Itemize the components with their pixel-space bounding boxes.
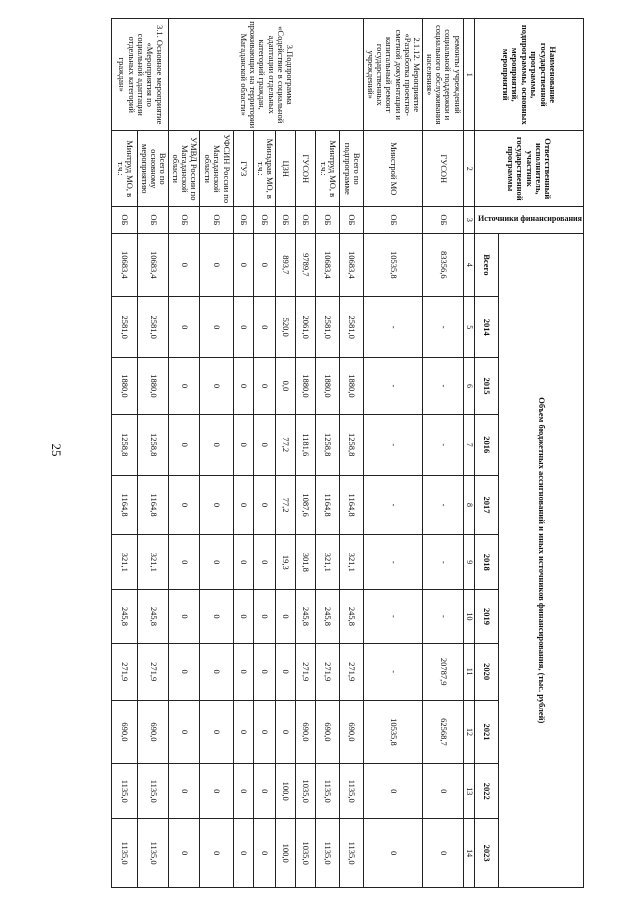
row-source: ОБ [276, 207, 296, 234]
value-cell: 0 [169, 233, 200, 296]
row-source: ОБ [169, 207, 200, 234]
value-cell: 2061,0 [296, 297, 316, 358]
value-cell: 690,0 [138, 700, 169, 763]
budget-table [111, 18, 584, 888]
value-cell: 0 [364, 764, 423, 819]
value-cell: 0 [254, 700, 276, 763]
header-total: Всего [474, 233, 498, 296]
index-cell: 5 [463, 297, 474, 358]
value-cell: 1880,0 [112, 358, 138, 414]
value-cell: 1135,0 [316, 764, 340, 819]
value-cell: 2581,0 [316, 297, 340, 358]
value-cell: 10683,4 [340, 233, 364, 296]
table-row [200, 19, 234, 888]
row-executor: ГУСОН [423, 131, 463, 207]
value-cell: 321,1 [340, 535, 364, 590]
value-cell: 100,0 [276, 764, 296, 819]
value-cell: 1164,8 [112, 475, 138, 534]
row-executor: Всего по основному мероприятию [138, 131, 169, 207]
value-cell: 0 [200, 414, 234, 475]
value-cell: 1135,0 [340, 819, 364, 888]
value-cell: - [364, 414, 423, 475]
header-year: 2018 [474, 535, 498, 590]
index-cell: 2 [463, 131, 474, 207]
value-cell: 0 [169, 414, 200, 475]
value-cell: 0 [234, 819, 254, 888]
value-cell: 245,8 [112, 590, 138, 643]
value-cell: 1135,0 [112, 764, 138, 819]
value-cell: 0 [234, 535, 254, 590]
row-executor: Минстрой МО [364, 131, 423, 207]
index-cell: 14 [463, 819, 474, 888]
value-cell: 1258,8 [112, 414, 138, 475]
value-cell: 0 [200, 764, 234, 819]
value-cell: 0 [234, 643, 254, 700]
value-cell: 62568,7 [423, 700, 463, 763]
value-cell: 0 [200, 233, 234, 296]
index-cell: 4 [463, 233, 474, 296]
value-cell: 1880,0 [340, 358, 364, 414]
value-cell: 0 [200, 297, 234, 358]
index-cell: 11 [463, 643, 474, 700]
index-cell: 12 [463, 700, 474, 763]
header-group: Объем бюджетных ассигнований и иных источников финансирования, (тыс. рублей) [498, 233, 583, 887]
value-cell: 690,0 [340, 700, 364, 763]
value-cell: 271,9 [296, 643, 316, 700]
value-cell: 0 [200, 475, 234, 534]
value-cell: 0 [234, 297, 254, 358]
value-cell: 0 [200, 590, 234, 643]
table-row [234, 19, 254, 888]
index-cell: 3 [463, 207, 474, 234]
table-row [254, 19, 276, 888]
row-source: ОБ [200, 207, 234, 234]
value-cell: 77,2 [276, 475, 296, 534]
value-cell: 1164,8 [138, 475, 169, 534]
header-name: Наименование государственной программы, подпрограммы, основных мероприятий, мероприятий [474, 19, 583, 131]
index-cell: 8 [463, 475, 474, 534]
header-year: 2020 [474, 643, 498, 700]
value-cell: - [423, 358, 463, 414]
row-executor: Минтруд МО, в т.ч.: [112, 131, 138, 207]
value-cell: 19,3 [276, 535, 296, 590]
value-cell: 301,8 [296, 535, 316, 590]
value-cell: 321,1 [112, 535, 138, 590]
value-cell: 0 [276, 643, 296, 700]
value-cell: 10683,4 [138, 233, 169, 296]
row-source: ОБ [296, 207, 316, 234]
value-cell: 0 [200, 700, 234, 763]
header-year: 2015 [474, 358, 498, 414]
row-executor: УМВД России по Магаданской области [169, 131, 200, 207]
value-cell: 1880,0 [296, 358, 316, 414]
value-cell: 10683,4 [112, 233, 138, 296]
value-cell: 0 [169, 643, 200, 700]
header-year: 2022 [474, 764, 498, 819]
value-cell: - [423, 590, 463, 643]
header-executor: Ответственный исполнитель, участник государственной программы [474, 131, 583, 207]
value-cell: 1135,0 [138, 819, 169, 888]
index-cell: 7 [463, 414, 474, 475]
value-cell: - [423, 297, 463, 358]
value-cell: 0,0 [276, 358, 296, 414]
row-executor: Минздрав МО, в т.ч.: [254, 131, 276, 207]
value-cell: 83356,6 [423, 233, 463, 296]
value-cell: 0 [200, 643, 234, 700]
table-row [169, 19, 200, 888]
header-source [474, 207, 583, 234]
value-cell: 0 [364, 819, 423, 888]
value-cell: 0 [254, 535, 276, 590]
index-cell: 1 [463, 19, 474, 131]
row-source: ОБ [138, 207, 169, 234]
value-cell: 1164,8 [316, 475, 340, 534]
value-cell: - [364, 297, 423, 358]
value-cell: 2581,0 [112, 297, 138, 358]
value-cell: - [364, 590, 423, 643]
value-cell: 0 [254, 819, 276, 888]
value-cell: 321,1 [316, 535, 340, 590]
value-cell: 0 [169, 700, 200, 763]
value-cell: 271,9 [340, 643, 364, 700]
row-name: 3.1. Основное мероприятие «Мероприятия по социальной адаптации отдельных категорий граждан» [112, 19, 169, 131]
row-executor: ГУЗ [234, 131, 254, 207]
value-cell: 690,0 [112, 700, 138, 763]
value-cell: 0 [254, 475, 276, 534]
value-cell: 10683,4 [316, 233, 340, 296]
value-cell: 1181,6 [296, 414, 316, 475]
value-cell: 0 [234, 764, 254, 819]
value-cell: 520,0 [276, 297, 296, 358]
header-source-label: Источники финансирования [478, 214, 582, 224]
value-cell: 1880,0 [138, 358, 169, 414]
index-row [463, 19, 474, 888]
value-cell: 1135,0 [316, 819, 340, 888]
value-cell: 1135,0 [340, 764, 364, 819]
value-cell: 0 [169, 358, 200, 414]
value-cell: - [364, 643, 423, 700]
value-cell: 690,0 [316, 700, 340, 763]
header-year: 2014 [474, 297, 498, 358]
value-cell: 2581,0 [340, 297, 364, 358]
row-name: 3.Подпрограмма «Содействие в социальной адаптации отдельных категорий граждан, проживающих на территории Магаданской области» [169, 19, 364, 131]
value-cell: 0 [169, 590, 200, 643]
index-cell: 6 [463, 358, 474, 414]
value-cell: 0 [169, 297, 200, 358]
value-cell: 9789,7 [296, 233, 316, 296]
value-cell: 2581,0 [138, 297, 169, 358]
value-cell: 100,0 [276, 819, 296, 888]
row-source: ОБ [364, 207, 423, 234]
value-cell: 0 [254, 414, 276, 475]
value-cell: - [423, 414, 463, 475]
row-source: ОБ [316, 207, 340, 234]
index-cell: 9 [463, 535, 474, 590]
header-year: 2023 [474, 819, 498, 888]
value-cell: 0 [254, 643, 276, 700]
row-name: ремонты учреждений социальной поддержки и социального обслуживания населения» [423, 19, 463, 131]
value-cell: 0 [169, 764, 200, 819]
value-cell: 0 [200, 535, 234, 590]
value-cell: 0 [234, 358, 254, 414]
value-cell: 245,8 [316, 590, 340, 643]
value-cell: 20787,9 [423, 643, 463, 700]
value-cell: 0 [254, 358, 276, 414]
index-cell: 13 [463, 764, 474, 819]
row-source: ОБ [112, 207, 138, 234]
value-cell: 1258,8 [340, 414, 364, 475]
value-cell: 1164,8 [340, 475, 364, 534]
header-year: 2016 [474, 414, 498, 475]
index-cell: 10 [463, 590, 474, 643]
value-cell: 0 [423, 764, 463, 819]
value-cell: 1035,0 [296, 764, 316, 819]
value-cell: 0 [254, 764, 276, 819]
row-executor: ГУСОН [296, 131, 316, 207]
value-cell: 271,9 [112, 643, 138, 700]
value-cell: 0 [234, 475, 254, 534]
row-executor: Минтруд МО, в т.ч.: [316, 131, 340, 207]
table-row [296, 19, 316, 888]
value-cell: 0 [276, 700, 296, 763]
row-executor: ЦЗН [276, 131, 296, 207]
value-cell: 0 [234, 590, 254, 643]
value-cell: 10535,8 [364, 700, 423, 763]
value-cell: 0 [169, 819, 200, 888]
page-number: 25 [49, 443, 64, 457]
row-source: ОБ [254, 207, 276, 234]
value-cell: 0 [254, 297, 276, 358]
value-cell: 0 [276, 590, 296, 643]
value-cell: 1258,8 [138, 414, 169, 475]
row-source: ОБ [234, 207, 254, 234]
value-cell: 690,0 [296, 700, 316, 763]
value-cell: 1880,0 [316, 358, 340, 414]
value-cell: 271,9 [316, 643, 340, 700]
row-name: 2.1.12. Мероприятие «Разработка проектно-сметной документации и капитальный ремонт государственных учреждений» [364, 19, 423, 131]
header-year: 2017 [474, 475, 498, 534]
value-cell: 271,9 [138, 643, 169, 700]
value-cell: 0 [254, 233, 276, 296]
value-cell: - [364, 535, 423, 590]
value-cell: 0 [234, 414, 254, 475]
row-executor: Всего по подпрограмме [340, 131, 364, 207]
table-row [423, 19, 463, 888]
value-cell: 0 [234, 700, 254, 763]
value-cell: - [364, 358, 423, 414]
table-row [276, 19, 296, 888]
table-row [138, 19, 169, 888]
value-cell: 245,8 [138, 590, 169, 643]
value-cell: 1135,0 [112, 819, 138, 888]
value-cell: 0 [169, 535, 200, 590]
value-cell: 77,2 [276, 414, 296, 475]
value-cell: 10535,8 [364, 233, 423, 296]
table-row [112, 19, 138, 888]
row-executor: УФСИН России по Магаданской области [200, 131, 234, 207]
value-cell: 245,8 [296, 590, 316, 643]
value-cell: - [423, 535, 463, 590]
value-cell: 1035,0 [296, 819, 316, 888]
value-cell: - [423, 475, 463, 534]
value-cell: 0 [200, 819, 234, 888]
value-cell: 893,7 [276, 233, 296, 296]
value-cell: 1258,8 [316, 414, 340, 475]
row-source: ОБ [423, 207, 463, 234]
value-cell: 1135,0 [138, 764, 169, 819]
value-cell: 321,1 [138, 535, 169, 590]
table-row [340, 19, 364, 888]
value-cell: 0 [200, 358, 234, 414]
table-row [316, 19, 340, 888]
row-source: ОБ [340, 207, 364, 234]
value-cell: 245,8 [340, 590, 364, 643]
value-cell: 0 [169, 475, 200, 534]
header-year: 2019 [474, 590, 498, 643]
header-year: 2021 [474, 700, 498, 763]
value-cell: 0 [254, 590, 276, 643]
value-cell: 0 [423, 819, 463, 888]
value-cell: 1087,6 [296, 475, 316, 534]
value-cell: - [364, 475, 423, 534]
table-row [364, 19, 423, 888]
value-cell: 0 [234, 233, 254, 296]
